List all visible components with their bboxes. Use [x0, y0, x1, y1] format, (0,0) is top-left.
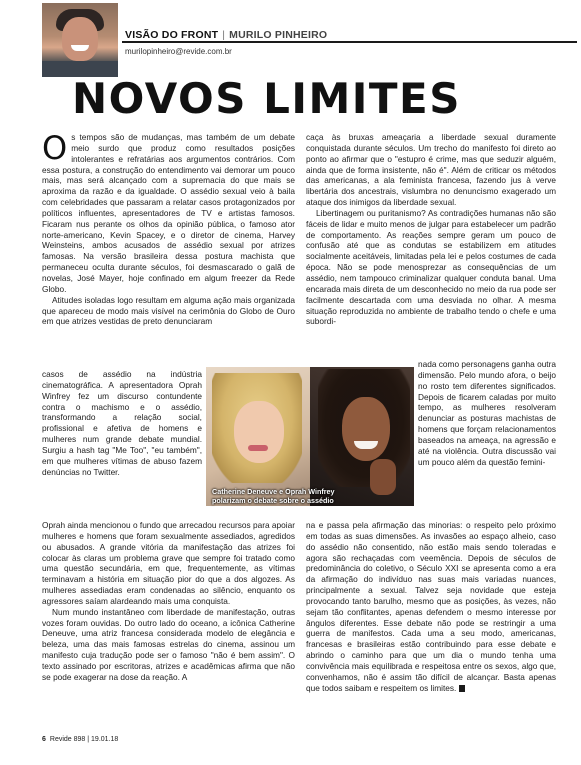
paragraph: caça às bruxas ameaçaria a liberdade sexual duramente conquistada durante séculos. Um trecho do manifesto foi direto ao ponto ao afirmar que o "estupro é crime, mas que seduzir alguém, ainda que de forma insistente, não é". Além de criticar os métodos das americanas, a ala feminista francesa, fazendo jus à verve libertária dos ancestrais, vislumbra no denuncismo exagerado um ataque dos inimigos da liberdade sexual.	[306, 132, 556, 208]
article-column-1-top	[42, 129, 295, 327]
article-headline: NOVOS LIMITES	[72, 74, 461, 123]
end-of-article-mark	[459, 685, 465, 692]
paragraph: Os tempos são de mudanças, mas também de um debate meio surdo que produz como resultados posições intolerantes e refratárias aos argumentos contrários. Com essa postura, a construção do entendimento vai demorar um pouco mais, mas será alcançado com a supremacia do que mais se aproxima da razão e da igualdade. O assédio sexual veio à baila com celebridades que passaram a relatar casos protagonizados por políticos influentes, apresentadores de TV e artistas famosos. Ficaram nus perante os olhos da opinião pública, o famoso ator norte-americano, Kevin Spacey, e o diretor de cinema, Harvey Weinsteins, ambos acusados de assédio sexual por atrizes famosas. Na versão brasileira dessa postura machista que permaneceu oculta durante séculos, foi desmascarado o galã de novelas, José Mayer, hoje confinado em algum freezer da Rede Globo.	[42, 129, 295, 294]
paragraph: Oprah ainda mencionou o fundo que arrecadou recursos para apoiar mulheres e homens que foram sexualmente assediados, agredidos ou abusados. A grande vitória da manifestação das atrizes foi colocar às claras um problema grave que sempre foi tratado como uma questão secundária, em que, frequentemente, as vítimas terminavam a história em situação pior do que a dos algozes. As mulheres assediadas eram condenadas ao silêncio, enquanto os agressores saíam alardeando mais uma conquista.	[42, 520, 295, 606]
author-photo	[42, 3, 118, 77]
header-separator: |	[222, 29, 226, 41]
article-column-1-wrap	[42, 369, 202, 477]
author-email: murilopinheiro@revide.com.br	[125, 47, 232, 56]
paragraph: Atitudes isoladas logo resultam em alguma ação mais organizada que apareceu de modo mais visível na cerimônia do Globo de Ouro em que atrizes vestidas de preto denunciaram	[42, 294, 295, 327]
article-column-2-wrap	[418, 359, 556, 467]
paragraph: nada como personagens ganha outra dimensão. Pelo mundo afora, o beijo no rosto tem diferentes significados. Depois de ficarem caladas por muito tempo, as mulheres resolveram denunciar as posturas machistas de homens que forçam relacionamentos baseados na ameaça, na agressão e até na violência. Outra discussão vai um pouco além da questão femini-	[418, 359, 556, 467]
issue-info: Revide 898 | 19.01.18	[49, 736, 119, 743]
article-column-2-bottom	[306, 520, 556, 694]
column-header	[125, 29, 327, 41]
photo-caption: Catherine Deneuve e Oprah Winfrey polarizam o debate sobre o assédio	[212, 487, 335, 505]
paragraph: Libertinagem ou puritanismo? As contradições humanas não são fáceis de lidar e muito menos de julgar para estabelecer um padrão de comportamento. As reações sempre geram um pouco de confusão até que as condutas se estabilizem em atitudes socialmente aceitáveis, limitadas pela lei e pelos costumes de cada época. Não se pode menosprezar as consequências de um assédio, nem tampouco criminalizar qualquer conduta banal. Uma encarada mais direta de um desconhecido no meio da rua pode ser facilmente descartada com uma desviada no olhar. A mesma situação reproduzida no ambiente de trabalho tendo o chefe e uma subordi-	[306, 207, 556, 327]
header-rule	[122, 41, 577, 43]
author-name: MURILO PINHEIRO	[229, 29, 328, 41]
article-column-1-bottom	[42, 520, 295, 683]
paragraph: Num mundo instantâneo com liberdade de manifestação, outras vozes foram ouvidas. Do outro lado do oceano, a icônica Catherine Deneuve, uma atriz francesa considerada modelo de elegância e beleza, uma das mais famosas estrelas do cinema, assinou um manifesto cuja tradução pode ser o famoso "não é bem assim". O texto assinado por escritoras, atrizes e acadêmicas afirma que não se pode exagerar na dose da reação. A	[42, 606, 295, 682]
page-footer	[42, 736, 118, 743]
dropcap: O	[42, 129, 68, 167]
article-column-2-top	[306, 132, 556, 327]
column-title: VISÃO DO FRONT	[125, 29, 219, 41]
paragraph: na e passa pela afirmação das minorias: o respeito pelo próximo em todas as suas dimensões. As invasões ao espaço alheio, caso do assédio não consentido, não estão mais sendo toleradas e agora são rechaçadas com veemência. Depois de séculos de predominância do coletivo, o Século XXI se apresenta como a era da afirmação do indivíduo nas suas mais variadas nuances, principalmente a sexual. Talvez seja novidade que esteja provocando tanto barulho, mesmo que as posições, às vezes, não sejam tão conflitantes, apenas defendem o mesmo interesse por ângulos diferentes. Esse debate não pode se restringir a uma guerra de manifestos. Cada uma a seu modo, americanas, francesas e brasileiras estão contribuindo para esse debate e abrindo o caminho para que um dia o mundo tenha uma convivência mais equilibrada e respeitosa entre os sexos, algo que, convenhamos, não é assim tão difícil de alcançar. Basta apenas que todos saibam e respeitem os limites.	[306, 520, 556, 693]
article-photo	[206, 367, 414, 506]
page-number: 6	[42, 736, 46, 743]
paragraph: casos de assédio na indústria cinematográfica. A apresentadora Oprah Winfrey fez um discurso contundente contra o machismo e o assédio, transformando a relação social, profissional e afetiva de homens e mulheres num grande debate mundial. Surgiu a hash tag "Me Too", "eu também", em que mulheres vítimas de abuso fazem denúncias no Twitter.	[42, 369, 202, 477]
